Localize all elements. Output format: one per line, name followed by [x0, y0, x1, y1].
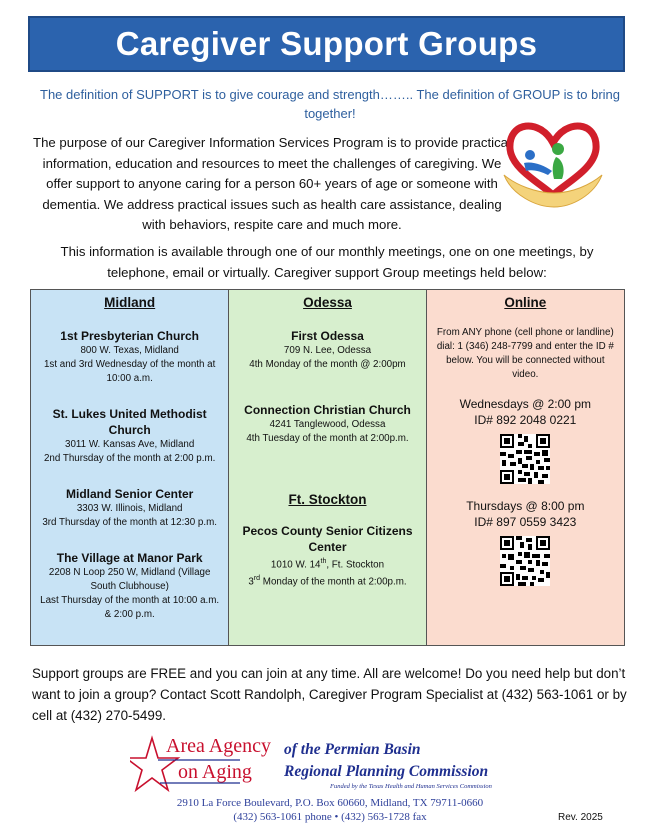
phone-fax: (432) 563-1061 phone • (432) 563-1728 fax [233, 811, 427, 823]
midland-group [37, 328, 222, 386]
venue-name: Connection Christian Church [244, 403, 411, 417]
midland-group [37, 486, 222, 530]
online-session [433, 498, 618, 586]
odessa-group [235, 328, 419, 372]
meeting-time: 4th Tuesday of the month at 2:00p.m. [246, 433, 409, 444]
ft-stockton-group [235, 523, 419, 590]
midland-column [31, 290, 229, 645]
logo-line-1: Area Agency [166, 735, 271, 757]
online-session [433, 396, 618, 484]
odessa-column [229, 290, 426, 645]
odessa-group [235, 402, 419, 446]
closing-paragraph: Support groups are FREE and you can join at any time. All are welcome! Do you need help but don’t want to join a group? Contact Scott Randolph, Caregiver Program Specialist at (432) 563-1061 or by cell at (432) 270-5499. [32, 666, 627, 723]
meeting-schedule-table [30, 289, 625, 646]
qr-code-icon[interactable] [500, 434, 550, 484]
meeting-time: Last Thursday of the month at 10:00 a.m. & 2:00 p.m. [40, 595, 220, 620]
meeting-time: 2nd Thursday of the month at 2:00 p.m. [43, 453, 216, 464]
venue-address: 709 N. Lee, Odessa [283, 345, 372, 356]
page-title: Caregiver Support Groups [28, 16, 625, 72]
venue-name: 1st Presbyterian Church [60, 329, 200, 343]
venue-address: 1010 W. 14th, Ft. Stockton [270, 558, 385, 571]
mailing-address: 2910 La Force Boulevard, P.O. Box 60660, Midland, TX 79711-0660 [176, 797, 484, 809]
session-day: Thursdays @ 8:00 pm [466, 499, 585, 513]
venue-address: 2208 N Loop 250 W, Midland (Village South Clubhouse) [48, 567, 211, 592]
meeting-time: 1st and 3rd Wednesday of the month at 10:00 a.m. [43, 359, 216, 384]
area-agency-on-aging-logo [130, 730, 530, 805]
meeting-time: 3rd Monday of the month at 2:00p.m. [248, 575, 407, 588]
venue-name: St. Lukes United Methodist Church [52, 407, 207, 437]
venue-name: Pecos County Senior Citizens Center [242, 524, 413, 554]
revision-label: Rev. 2025 [558, 812, 603, 823]
venue-name: Midland Senior Center [65, 487, 194, 501]
venue-address: 3011 W. Kansas Ave, Midland [65, 439, 195, 450]
ft-stockton-heading: Ft. Stockton [288, 492, 367, 507]
footer-address [140, 796, 520, 824]
dial-in-instructions: From ANY phone (cell phone or landline) dial: 1 (346) 248-7799 and enter the ID # below. You will be connected without video. [436, 327, 614, 380]
funded-by-line: Funded by the Texas Health and Human Services Commission [330, 783, 492, 790]
midland-group [37, 550, 222, 622]
odessa-heading: Odessa [303, 295, 352, 310]
caregiver-heart-logo-icon [500, 113, 606, 209]
venue-name: First Odessa [291, 329, 364, 343]
intro-paragraph: The purpose of our Caregiver Information Services Program is to provide practical information, education and resources to meet the challenges of caregiving. We offer support to anyone caring for a person 60+ years of age or someone with dementia. We address practical issues such as health care assistance, dealing with behaviors, respite care and much more. [33, 135, 511, 232]
meeting-time: 4th Monday of the month @ 2:00pm [249, 359, 406, 370]
logo-line-2: on Aging [178, 761, 252, 783]
org-line-1: of the Permian Basin [284, 741, 421, 758]
midland-heading: Midland [104, 295, 156, 310]
session-day: Wednesdays @ 2:00 pm [459, 397, 591, 411]
tagline: The definition of SUPPORT is to give courage and strength…….. The definition of GROUP is to bring together! [40, 87, 621, 121]
meeting-time: 3rd Thursday of the month at 12:30 p.m. [42, 517, 217, 528]
qr-code-icon[interactable] [500, 536, 550, 586]
online-heading: Online [504, 295, 547, 310]
online-column [427, 290, 624, 645]
venue-name: The Village at Manor Park [56, 551, 203, 565]
venue-address: 800 W. Texas, Midland [80, 345, 179, 356]
venue-address: 4241 Tanglewood, Odessa [269, 419, 386, 430]
org-line-2: Regional Planning Commission [284, 763, 489, 780]
venue-address: 3303 W. Illinois, Midland [76, 503, 183, 514]
session-id: ID# 892 2048 0221 [474, 413, 577, 427]
midland-group [37, 406, 222, 466]
availability-paragraph: This information is available through one of our monthly meetings, one on one meetings, by telephone, email or virtually. Caregiver support Group meetings held below: [60, 244, 594, 280]
session-id: ID# 897 0559 3423 [474, 515, 577, 529]
